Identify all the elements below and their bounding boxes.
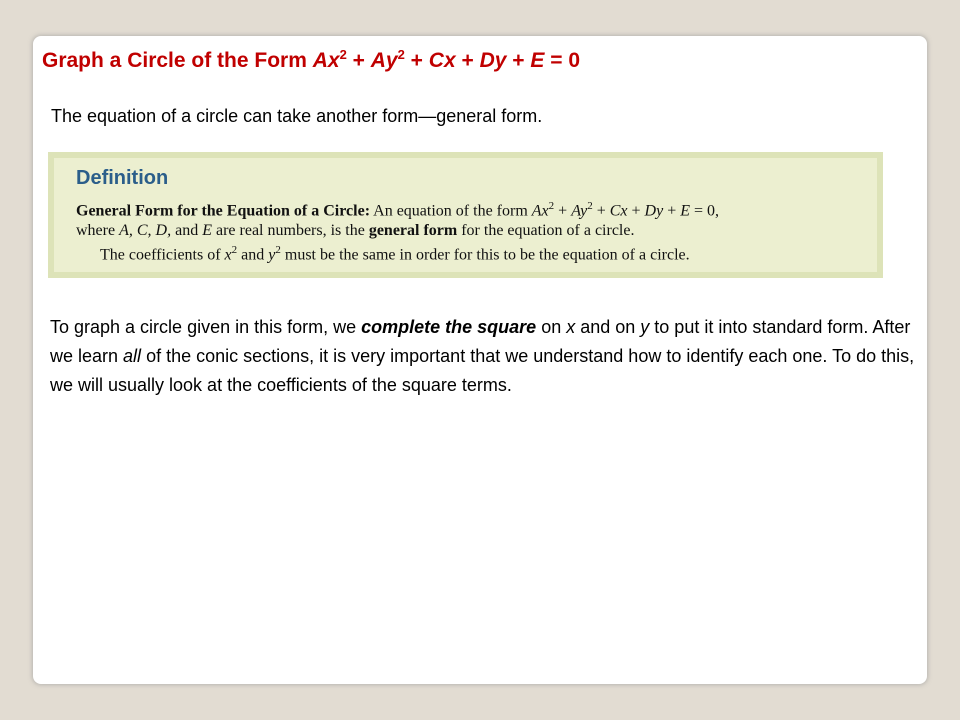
definition-box <box>48 152 883 278</box>
definition-line-3: The coefficients of $x^2$ and $y^2$ must be the same in order for this to be the equation of a circle. <box>100 244 690 264</box>
definition-heading: Definition <box>76 167 169 189</box>
slide-title: Graph a Circle of the Form $Ax^2 + Ay^2 + Cx + Dy + E = 0$ <box>42 47 581 72</box>
definition-line-1: General Form for the Equation of a Circle: An equation of the form $Ax^2 + Ay^2 + Cx + Dy + E = 0$, <box>76 200 720 220</box>
intro-text: The equation of a circle can take another form—general form. <box>51 106 543 126</box>
body-paragraph: To graph a circle given in this form, we complete the square on x and on y to put it into standard form. After we learn all of the conic sections, it is very important that we understand how to identify each one. To do this, we will usually look at the coefficients of the square terms. <box>50 317 915 395</box>
definition-line-2: where A, C, D, and E are real numbers, is the general form for the equation of a circle. <box>76 222 635 239</box>
